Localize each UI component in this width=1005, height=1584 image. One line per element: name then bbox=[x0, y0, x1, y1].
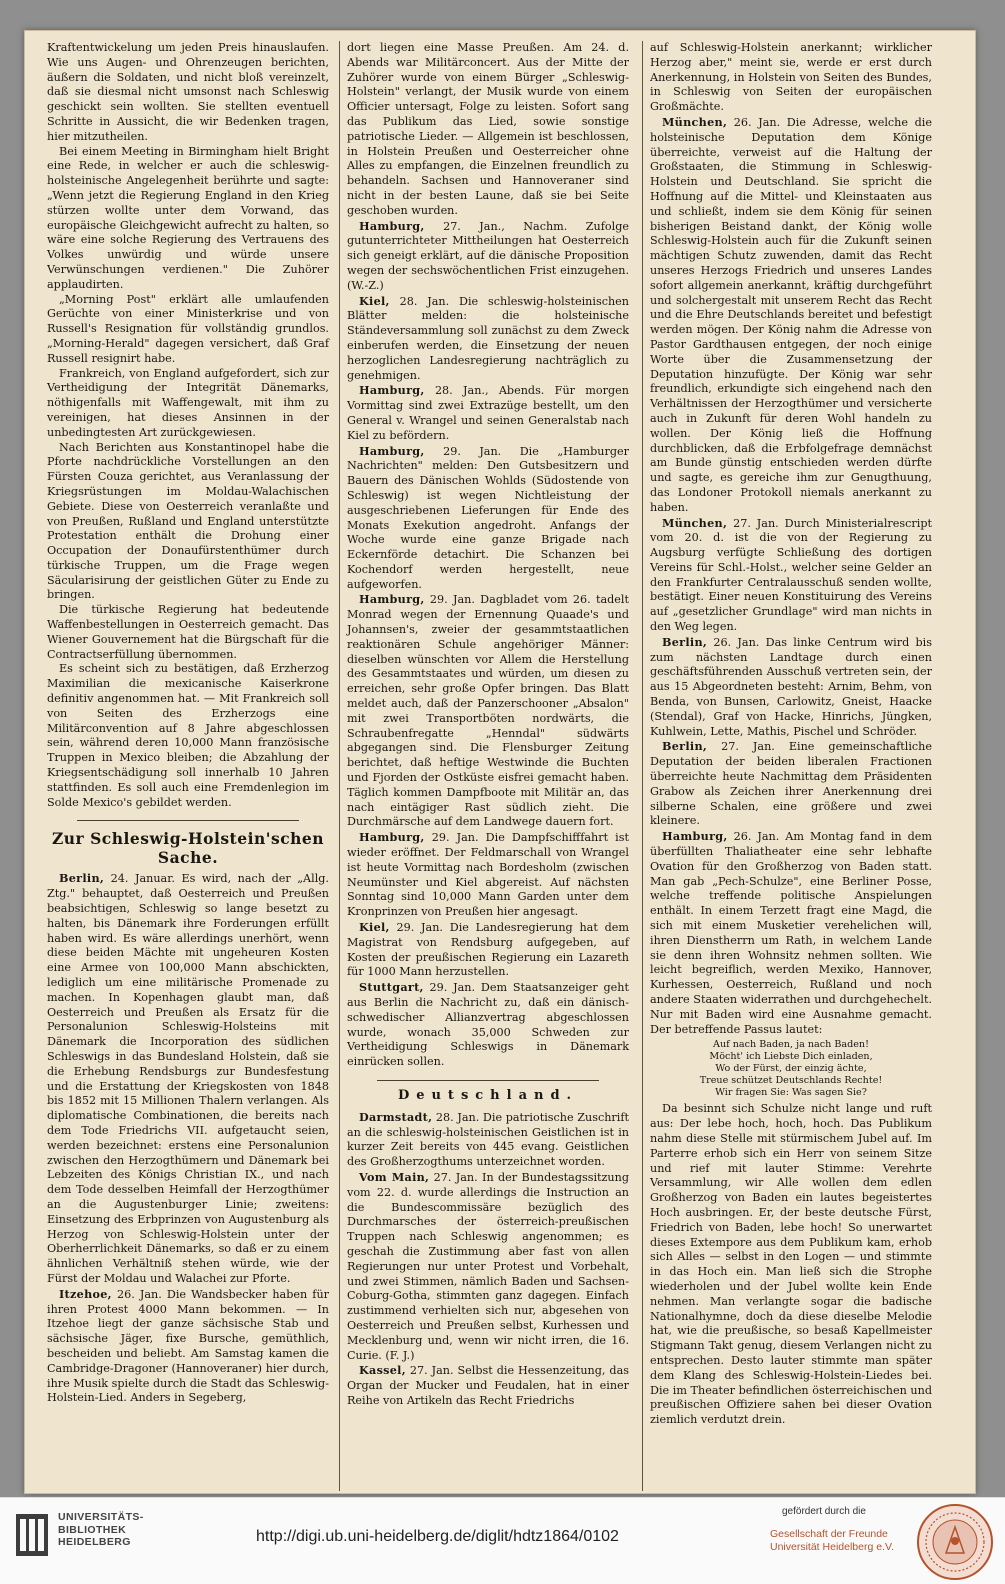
dateline-text: 27. Jan. Eine gemeinschaftliche Deputation der beiden liberalen Fractionen überreichte heute Nachmittag dem Präsidenten Grabow als Zeichen ihrer Anerkennung drei silberne Schalen, eine größere und zwei kleinere. bbox=[650, 740, 932, 828]
section-heading: Zur Schleswig-Holstein'schen Sache. bbox=[51, 829, 325, 868]
dateline-place: München, bbox=[662, 515, 728, 530]
article-paragraph: Bei einem Meeting in Birmingham hielt Bright eine Rede, in welcher er auch die schleswig-holsteinische Angelegenheit berührte und sagte: „Wenn jetzt die Regierung England in den Krieg stürzen wollte unter dem Vorwand, das europäische Gleichgewicht aufrecht zu halten, so wäre eine solche Regierung des Vertrauens des Volkes unwürdig und würde unsere Verwünschungen verdienen." Die Zuhörer applaudirten. bbox=[47, 144, 329, 291]
dateline-text: 24. Januar. Es wird, nach der „Allg. Ztg." behauptet, daß Oesterreich und Preußen beabsichtigen, Schleswig so lange besetzt zu halten, bis Dänemark ihre Forderungen erfüllt haben wird. Es wäre allerdings unerhört, wenn diese beiden Mächte mit ungeheuren Kosten eine Armee von 100,000 Mann abschickten, lediglich um eine militärische Promenade zu machen. In Kopenhagen glaubt man, daß Oesterreich und Preußen als Ersatz für die Personalunion Schleswig-Holsteins mit Dänemark die Incorporation des südlichen Schleswigs in das Bundesland Holstein, daß sie die Erhebung Rendsburgs zur Bundesfestung und die Erstattung der Kriegskosten von 1848 bis 1852 mit 15 Millionen Thalern verlangen. Als diplomatische Combinationen, die bereits nach dem Tode Friedrichs VII. aufgetaucht seien, werden bezeichnet: erstens eine Personalunion zwischen den Herzogthümern und Dänemark bei Lebzeiten des Königs Christian IX., und nach dem Tode desselben Heimfall der Herzogthümer an die Augustenburger Linie; zweitens: Einsetzung des Erbprinzen von Augustenburg als Herzog von Schleswig-Holstein unter der Oberherrlichkeit Dänemarks, so daß er zu einem ähnlichen Verhältniß stehen würde, wie der Fürst der Moldau und Walachei zur Pforte. bbox=[47, 872, 329, 1285]
dateline-text: 28. Jan. Die patriotische Zuschrift an die schleswig-holsteinischen Geistlichen ist in kurzer Zeit bereits von 445 evang. Geistlichen des Großherzogthums unterzeichnet worden. bbox=[347, 1110, 629, 1169]
dateline-text: 29. Jan. Die „Hamburger Nachrichten" melden: Den Gutsbesitzern und Bauern des Dänischen Wohlds (Südostende von Schleswig) ist wegen Nichtleistung der ausgeschriebenen Lieferungen für Ende des Monats Exekution angedroht. Anfangs der Woche wurde eine ganze Brigade nach Eckernförde detachirt. Die Schanzen bei Kochendorf werden hergestellt, neue aufgeworfen. bbox=[347, 444, 629, 591]
dateline-text: 27. Jan. Selbst die Hessenzeitung, das Organ der Mucker und Feudalen, hat in einer Reihe von Artikeln das Recht Friedrichs bbox=[347, 1364, 629, 1407]
poem-line: Wir fragen Sie: Was sagen Sie? bbox=[715, 1087, 867, 1099]
dateline-text: 28. Jan. Die schleswig-holsteinischen Blätter melden: die holsteinische Ständeversammlung soll zunächst zu dem Zweck einberufen werden, die Einsetzung der neuen herzoglichen Landesregierung nachträglich zu genehmigen. bbox=[347, 294, 629, 382]
dateline-text: 26. Jan. Das linke Centrum wird bis zum nächsten Landtage durch einen geschäftsführenden Ausschuß vertreten sein, der aus 15 Abgeordneten besteht: Arnim, Behm, von Benda, von Bunsen, Carlowitz, Gneist, Haacke (Stendal), Graf von Hacke, Hinrichs, Jüngken, Kuhlwein, Lette, Mathis, Pischel und Schröder. bbox=[650, 635, 932, 738]
poem-verse bbox=[650, 1039, 932, 1099]
dateline-paragraph bbox=[650, 739, 932, 829]
society-name-line: Gesellschaft der Freunde bbox=[770, 1528, 888, 1540]
ub-heidelberg-logo-icon bbox=[14, 1512, 50, 1558]
article-paragraph: Es scheint sich zu bestätigen, daß Erzherzog Maximilian die mexicanische Kaiserkrone definitiv angenommen hat. — Mit Frankreich soll von Seiten des Erzherzogs eine Militärconvention auf 8 Jahre abgeschlossen sein, während deren 10,000 Mann französische Truppen in Mexico bleiben; die Abzahlung der Kriegsentschädigung soll innerhalb 10 Jahren stattfinden. Es soll auch eine Fremdenlegion im Solde Mexico's gebildet werden. bbox=[47, 662, 329, 809]
dateline-paragraph bbox=[347, 444, 629, 593]
permalink-url[interactable]: http://digi.ub.uni-heidelberg.de/diglit/hdtz1864/0102 bbox=[256, 1528, 619, 1545]
column-rule bbox=[339, 41, 340, 1491]
section-divider bbox=[377, 1080, 599, 1081]
dateline-text: 29. Jan. Dagbladet vom 26. tadelt Monrad wegen der Ernennung Quaade's und Johannsen's, zweier der gesammtstaatlichen reaktionären Schule angehöriger Männer: dieselben wünschten vor Allem die Herstellung des Gesammtstaates und würden, um diesen zu erreichen, sehr große Opfer bringen. Das Blatt meldet auch, daß der Panzerschooner „Absalon" mit zwei Transportböten nordwärts, die Schraubenfregatte „Henndal" südwärts abgegangen sind. Die Flensburger Zeitung berichtet, daß heftige Westwinde die Buchten und Fjorden der Ostküste eisfrei gemacht haben. Täglich kommen Dampfboote mit Militär an, das nach eintägiger Rast südlich zieht. Die Durchmärsche auf dem Landwege dauern fort. bbox=[347, 593, 629, 829]
library-name-line: UNIVERSITÄTS- bbox=[58, 1511, 144, 1523]
dateline-place: München, bbox=[662, 114, 728, 129]
poem-line: Auf nach Baden, ja nach Baden! bbox=[713, 1039, 869, 1051]
article-paragraph: Nach Berichten aus Konstantinopel habe die Pforte nachdrückliche Vorstellungen an den Fürsten Couza gerichtet, aus Veranlassung der Kriegsrüstungen im Moldau-Walachischen Gebiete. Diese von Oesterreich veranlaßte und von Preußen, Rußland und England unterstützte Protestation enthält die Drohung einer Occupation der Donaufürstenthümer durch türkische Truppen, um die Frage wegen Säcularisirung der geistlichen Güter zu Ende zu bringen. bbox=[47, 440, 329, 602]
university-seal-icon bbox=[916, 1503, 994, 1581]
dateline-place: Hamburg, bbox=[359, 218, 425, 233]
article-paragraph: dort liegen eine Masse Preußen. Am 24. d. Abends war Militärconcert. Aus der Mitte der Zuhörer wurde von einem Bürger „Schleswig-Holstein" verlangt, der Musik wurde von einem Officier untersagt, Folge zu leisten. Sofort sang das Publikum das Lied, sowie sonstige patriotische Lieder. — Allgemein ist beschlossen, in Holstein Preußen und Oesterreicher ohne Alles zu empfangen, die Einzelnen freundlich zu behandeln. Sachsen und Hannoveraner sind nicht in der besten Laune, daß sie bei Seite geschoben wurden. bbox=[347, 41, 629, 217]
dateline-text: 26. Jan. Die Wandsbecker haben für ihren Protest 4000 Mann bekommen. — In Itzehoe liegt der ganze sächsische Stab und sächsische Jäger, fixe Bursche, gemüthlich, bescheiden und beliebt. Am Samstag kamen die Cambridge-Dragoner (Hannoveraner) hier durch, ihre Musik spielte durch die Stadt das Schleswig-Holstein-Lied. Anders in Segeberg, bbox=[47, 1287, 329, 1405]
dateline-place: Hamburg, bbox=[359, 830, 425, 845]
newspaper-page bbox=[24, 30, 976, 1494]
dateline-paragraph bbox=[650, 516, 932, 635]
poem-line: Treue schützet Deutschlands Rechte! bbox=[699, 1075, 883, 1087]
article-paragraph: Die türkische Regierung hat bedeutende Waffenbestellungen in Oesterreich gemacht. Das Wiener Gouvernement hat die Bürgschaft für die Contractserfüllung übernommen. bbox=[47, 603, 329, 661]
dateline-place: Hamburg, bbox=[359, 443, 425, 458]
digitization-footer bbox=[0, 1497, 1005, 1584]
dateline-paragraph bbox=[347, 830, 629, 920]
dateline-place: Hamburg, bbox=[662, 829, 728, 844]
dateline-place: Vom Main, bbox=[359, 1169, 430, 1184]
dateline-paragraph bbox=[47, 1287, 329, 1406]
column-2 bbox=[347, 41, 629, 1409]
dateline-place: Berlin, bbox=[59, 871, 105, 886]
dateline-paragraph bbox=[347, 383, 629, 443]
article-paragraph: Frankreich, von England aufgefordert, sich zur Vertheidigung der Integrität Dänemarks, nöthigenfalls mit Waffengewalt, mit ihm zu vereinigen, hat dieses Ansinnen in der unbedingtesten Art zurückgewiesen. bbox=[47, 366, 329, 439]
article-paragraph: Da besinnt sich Schulze nicht lange und ruft aus: Der lebe hoch, hoch, hoch. Das Publikum nahm diese Stelle mit stürmischem Jubel auf. Im Parterre erhob sich ein Herr von seinem Sitze und rief mit lauter Stimme: Verehrte Versammlung, wir Alle wollen dem edlen Großherzog von Baden ein lautes begeistertes Hoch ausbringen. Er, der beste deutsche Fürst, Friedrich von Baden, lebe hoch! So unerwartet dieses Extempore aus dem Publikum kam, erhob sich Alles — selbst in den Logen — und stimmte in das Hoch ein. Man ließ sich die Strophe wiederholen und der Jubel wollte kein Ende nehmen. Man verlangte sogar die badische Nationalhymne, doch da diese dieselbe Melodie hat, wie die preußische, so besaß Kapellmeister Stigmann Takt genug, diesem Verlangen nicht zu entsprechen. Desto lauter stimmte man später dem Klang des Schleswig-Holstein-Liedes bei. Die im Theater befindlichen österreichischen und preußischen Offiziere sahen bei dieser Ovation ziemlich verdutzt drein. bbox=[650, 1102, 932, 1427]
dateline-text: 26. Jan. Die Adresse, welche die holsteinische Deputation dem Könige überreichte, verweist auf die Haltung der Großstaaten, die Stimmung in Schleswig-Holstein und Deutschland. Sie spricht die Hoffnung auf die Mittel- und Kleinstaaten aus und schließt, indem sie dem König für seinen bisherigen Beistand dankt, der König wolle Schleswig-Holstein auch für die Zukunft seinen mächtigen Schutz zuwenden, damit das Recht unseres Herzogs Friedrich und unseres Landes sofort allgemein anerkannt, kräftig durchgeführt und solchergestalt mit unserem Recht das Recht und die Ehre Deutschlands bereitet und befestigt werden mögen. Der König nahm die Adresse von Pastor Gardthausen entgegen, der noch einige Worte über die Zusammensetzung der Deputation hinzufügte. Der König war sehr freundlich, erkundigte sich eingehend nach den Verhältnissen der Herzogthümer und versicherte auch in Zukunft für deren Wohl handeln zu wollen. Der König ließ die Hoffnung durchblicken, daß die Erbfolgefrage demnächst am Bunde günstig entschieden werden dürfte und sagte, es gereiche ihm zur Genugthuung, das Londoner Protokoll niemals anerkannt zu haben. bbox=[650, 115, 932, 514]
dateline-paragraph bbox=[347, 920, 629, 980]
dateline-paragraph bbox=[347, 294, 629, 384]
dateline-place: Itzehoe, bbox=[59, 1286, 112, 1301]
dateline-place: Kassel, bbox=[359, 1363, 406, 1378]
poem-line: Möcht' ich Liebste Dich einladen, bbox=[709, 1051, 873, 1063]
dateline-place: Hamburg, bbox=[359, 383, 425, 398]
dateline-paragraph bbox=[347, 980, 629, 1070]
society-name-line: Universität Heidelberg e.V. bbox=[770, 1541, 894, 1553]
dateline-text: 28. Jan., Abends. Für morgen Vormittag sind zwei Extrazüge bestellt, um den General v. Wrangel und seinen Generalstab nach Kiel zu befördern. bbox=[347, 384, 629, 442]
dateline-place: Berlin, bbox=[662, 739, 708, 754]
dateline-place: Kiel, bbox=[359, 920, 390, 935]
poem-line: Wo der Fürst, der einzig ächte, bbox=[715, 1063, 867, 1075]
library-name-line: BIBLIOTHEK bbox=[58, 1523, 127, 1536]
society-name[interactable] bbox=[770, 1528, 894, 1554]
dateline-text: 26. Jan. Am Montag fand in dem überfüllten Thaliatheater eine sehr lebhafte Ovation für den Großherzog von Baden statt. Man gab „Pech-Schulze", eine Berliner Posse, welche treffende politische Anspielungen enthält. In einem Terzett fragt eine Magd, die sich mit einem Musketier verehelichen will, ihren Dienstherrn um Rath, in welchem Lande sie denn ihren Wohnsitz nehmen sollten. Wie leicht begreiflich, werden Mexiko, Hannover, Kurhessen, Oesterreich, Rußland und noch andere Staaten widerrathen und durchgehechelt. Nur mit Baden wird eine Ausnahme gemacht. Der betreffende Passus lautet: bbox=[650, 830, 932, 1036]
section-heading: Deutschland. bbox=[397, 1087, 579, 1103]
article-paragraph: „Morning Post" erklärt alle umlaufenden Gerüchte von einer Ministerkrise und von Russell's Resignation für vollständig grundlos. „Morning-Herald" dagegen versichert, daß Graf Russell resignirt habe. bbox=[47, 292, 329, 365]
dateline-text: 27. Jan. In der Bundestagssitzung vom 22. d. wurde allerdings die Instruction an die Bundescommissäre bezüglich des Durchmarsches der österreich-preußischen Truppen nach Schleswig angenommen; es geschah die Zustimmung aber fast von allen Regierungen nur unter Protest und Vorbehalt, und zwei Stimmen, nämlich Baden und Sachsen-Coburg-Gotha, stimmten ganz dagegen. Einfach zustimmend verhielten sich nur, abgesehen von Oesterreich und Preußen selbst, Kurhessen und Mecklenburg und, wenn wir nicht irren, die 16. Curie. (F. J.) bbox=[347, 1170, 629, 1362]
dateline-text: 29. Jan. Die Landesregierung hat dem Magistrat von Rendsburg aufgegeben, auf Kosten der preußischen Regierung ein Lazareth für 1000 Mann herzustellen. bbox=[347, 921, 629, 979]
library-name-line: HEIDELBERG bbox=[58, 1536, 131, 1548]
library-name bbox=[58, 1511, 144, 1549]
dateline-paragraph bbox=[347, 1110, 629, 1170]
dateline-text: 27. Jan., Nachm. Zufolge gutunterrichteter Mittheilungen hat Oesterreich sich geneigt erklärt, auf die dänische Proposition wegen der sechswöchentlichen Frist einzugehen. (W.-Z.) bbox=[347, 219, 629, 292]
dateline-place: Stuttgart, bbox=[359, 980, 424, 995]
dateline-place: Kiel, bbox=[359, 293, 390, 308]
dateline-paragraph bbox=[347, 1170, 629, 1363]
dateline-paragraph bbox=[650, 829, 932, 1037]
dateline-place: Hamburg, bbox=[359, 592, 425, 607]
dateline-place: Berlin, bbox=[662, 634, 708, 649]
dateline-paragraph bbox=[347, 1363, 629, 1408]
support-label: gefördert durch die bbox=[782, 1506, 866, 1517]
dateline-text: 29. Jan. Die Dampfschifffahrt ist wieder eröffnet. Der Feldmarschall von Wrangel ist heute Vormittag nach Bordesholm (zwischen Neumünster und Kiel abgereist. Auf nächsten Sonntag sind 10,000 Mann Garden unter dem Kronprinzen von Preußen hier angesagt. bbox=[347, 831, 629, 919]
dateline-place: Darmstadt, bbox=[359, 1109, 433, 1124]
article-paragraph: Kraftentwickelung um jeden Preis hinauslaufen. Wie uns Augen- und Ohrenzeugen berichten, äußern die Soldaten, und nicht bloß vereinzelt, daß sie diesmal nicht umsonst nach Schleswig geschickt sein wollten. Sie stellten eventuell Schritte in Aussicht, die wir Bedenken tragen, hier mitzutheilen. bbox=[47, 41, 329, 143]
dateline-text: 27. Jan. Durch Ministerialrescript vom 20. d. ist die von der Regierung zu Augsburg verfügte Schließung des dortigen Vereins für Schl.-Holst., welcher seine Gelder an den Frankfurter Centralausschuß senden wollte, bestätigt. Einer neuen Konstituirung des Vereins auf „gesetzlicher Grundlage" wird man nichts in den Weg legen. bbox=[650, 516, 932, 634]
dateline-paragraph bbox=[47, 871, 329, 1286]
section-divider bbox=[77, 820, 299, 821]
column-3 bbox=[650, 41, 932, 1428]
dateline-paragraph bbox=[347, 219, 629, 294]
column-rule bbox=[642, 41, 643, 1491]
dateline-paragraph bbox=[650, 635, 932, 740]
article-paragraph: auf Schleswig-Holstein anerkannt; wirklicher Herzog aber," meint sie, werde er erst durch Anerkennung, in Holstein von Seiten des Bundes, in Schleswig von Seiten der europäischen Großmächte. bbox=[650, 41, 932, 114]
dateline-text: 29. Jan. Dem Staatsanzeiger geht aus Berlin die Nachricht zu, daß ein dänisch-schwedischer Allianzvertrag abgeschlossen wurde, wonach 35,000 Schweden zur Vertheidigung Schleswigs in Dänemark einrücken sollen. bbox=[347, 981, 629, 1069]
dateline-paragraph bbox=[347, 592, 629, 830]
column-1 bbox=[47, 41, 329, 1406]
dateline-paragraph bbox=[650, 115, 932, 516]
